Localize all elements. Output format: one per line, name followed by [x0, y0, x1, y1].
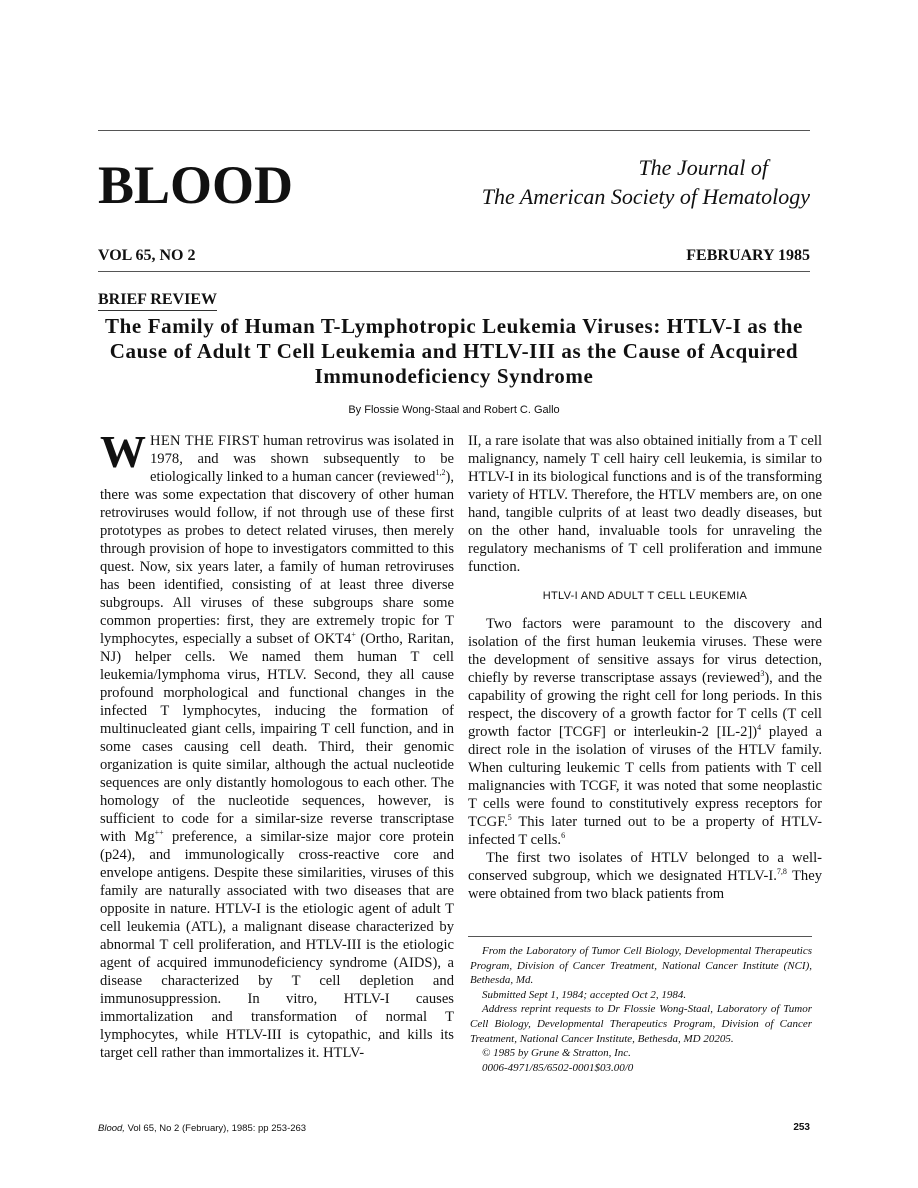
- footer-citation: [98, 1123, 306, 1134]
- citation-ref: 3: [760, 669, 765, 679]
- volume-issue: VOL 65, NO 2: [98, 247, 196, 264]
- footnote-submitted: Submitted Sept 1, 1984; accepted Oct 2, 1984.: [482, 988, 687, 1001]
- footer-journal: Blood,: [98, 1123, 125, 1134]
- text: played a direct role in the isolation of viruses of the HTLV family. When culturing leukemic T cells from patients with T cell malignancies with TCGF, it was noted that some neoplastic T cells were found to constitutively express receptors for TCGF.: [468, 724, 822, 830]
- text: The first two isolates of HTLV belonged to a well-conserved subgroup, which we designated HTLV-I.: [468, 850, 822, 884]
- text: Two factors were paramount to the discovery and isolation of the first human leukemia viruses. These were the development of sensitive assays for virus detection, chiefly by reverse transcriptase assays (reviewed: [468, 616, 822, 686]
- body-column-left: [100, 426, 454, 1062]
- footnote-reprints: Address reprint requests to Dr Flossie Wong-Staal, Laboratory of Tumor Cell Biology, Developmental Therapeutics Program, Division of Cancer Treatment, National Cancer Institute, Bethesda, MD 20205.: [470, 1003, 812, 1045]
- text: ), there was some expectation that discovery of other human retroviruses would follow, if not through use of these first prototypes as probes to detect related viruses, then merely through provision of hope to investigators committed to this quest. Now, six years later, a family of human retroviruses has been identified, consisting of at least three diverse subgroups. All viruses of these subgroups share some common properties: first, they are extremely tropic for T lymphocytes, especially a subset of OKT4: [100, 469, 454, 647]
- paragraph: [468, 615, 822, 849]
- text: This later turned out to be a property of HTLV-infected T cells.: [468, 814, 822, 848]
- page-number: 253: [793, 1122, 810, 1133]
- byline: By Flossie Wong-Staal and Robert C. Gallo: [348, 404, 560, 416]
- superscript: ++: [154, 828, 164, 838]
- text: (Ortho, Raritan, NJ) helper cells. We named them human T cell leukemia/lymphoma virus, HTLV. Second, they all cause profound morphological and functional changes in the infected T lymphocytes, inducing the formation of multinucleated giant cells, impairing T cell function, and in some cases causing cell death. Third, their genomic organization is quite similar, although the actual nucleotide sequences are only distantly homologous to each other. The homology of the nucleotide sequences, however, is sufficient to code for a similar-size reverse transcriptase with Mg: [100, 631, 454, 845]
- citation-ref: 6: [561, 831, 566, 841]
- text: They were obtained from two black patients from: [468, 868, 822, 902]
- journal-subtitle-line2: The American Society of Hematology: [481, 184, 810, 209]
- citation-ref: 4: [757, 723, 762, 733]
- superscript: +: [351, 630, 356, 640]
- footnote-rule: [468, 936, 812, 937]
- citation-ref: 7,8: [776, 867, 787, 877]
- footnote-copyright: © 1985 by Grune & Stratton, Inc.: [482, 1047, 631, 1060]
- footnotes: [470, 944, 812, 1075]
- footer-citation-text: Vol 65, No 2 (February), 1985: pp 253-263: [124, 1123, 307, 1134]
- article-title: The Family of Human T-Lymphotropic Leukemia Viruses: HTLV-I as the Cause of Adult T Cell Leukemia and HTLV-III as the Cause of Acquired Immunodeficiency Syndrome: [105, 314, 803, 388]
- text: human retrovirus was isolated in 1978, and was shown subsequently to be etiologically linked to a human cancer (reviewed: [150, 433, 454, 485]
- text: ), and the capability of growing the right cell for long periods. In this respect, the discovery of a growth factor for T cells (T cell growth factor [TCGF] or interleukin-2 [IL-2]): [468, 670, 822, 740]
- issue-date: FEBRUARY 1985: [686, 247, 810, 264]
- paragraph: [100, 426, 454, 1062]
- drop-cap: W: [100, 426, 146, 477]
- citation-ref: 5: [507, 813, 512, 823]
- text: preference, a similar-size major core protein (p24), and immunologically cross-reactive core and envelope antigens. Despite these similarities, viruses of this family are naturally associated with two diseases that are opposite in nature. HTLV-I is the etiologic agent of adult T cell leukemia (ATL), a malignant disease characterized by abnormal T cell proliferation, and HTLV-III is the etiologic agent of acquired immunodeficiency syndrome (AIDS), a disease characterized by T cell depletion and immunosuppression. In vitro, HTLV-I causes immortalization and transformation of normal T lymphocytes, while HTLV-III is cytopathic, and kills its target cell rather than immortalizes it. HTLV-: [100, 829, 454, 1061]
- journal-subtitle-line1: The Journal of: [638, 155, 768, 180]
- paragraph: II, a rare isolate that was also obtained initially from a T cell malignancy, namely T cell hairy cell leukemia, is similar to HTLV-I in its biological functions and is of the transforming variety of HTLV. Therefore, the HTLV members are, on one hand, tangible culprits of at least two deadly diseases, but on the other hand, invaluable tools for unraveling the regulatory mechanisms of T cell proliferation and immune function.: [468, 433, 822, 575]
- lead-in: HEN THE FIRST: [150, 433, 260, 449]
- footnote-code: 0006-4971/85/6502-0001$03.00/0: [482, 1061, 634, 1074]
- masthead-rule: [98, 271, 810, 272]
- body-column-right: [468, 432, 822, 903]
- footnote-affiliation: From the Laboratory of Tumor Cell Biology, Developmental Therapeutics Program, Division of Cancer Treatment, National Cancer Institute (NCI), Bethesda, Md.: [470, 945, 812, 987]
- paragraph: [468, 849, 822, 903]
- citation-ref: 1,2: [435, 468, 446, 478]
- section-label: BRIEF REVIEW: [98, 291, 217, 311]
- section-subheading: HTLV-I AND ADULT T CELL LEUKEMIA: [542, 590, 748, 602]
- top-rule: [98, 130, 810, 131]
- journal-name: BLOOD: [98, 155, 294, 215]
